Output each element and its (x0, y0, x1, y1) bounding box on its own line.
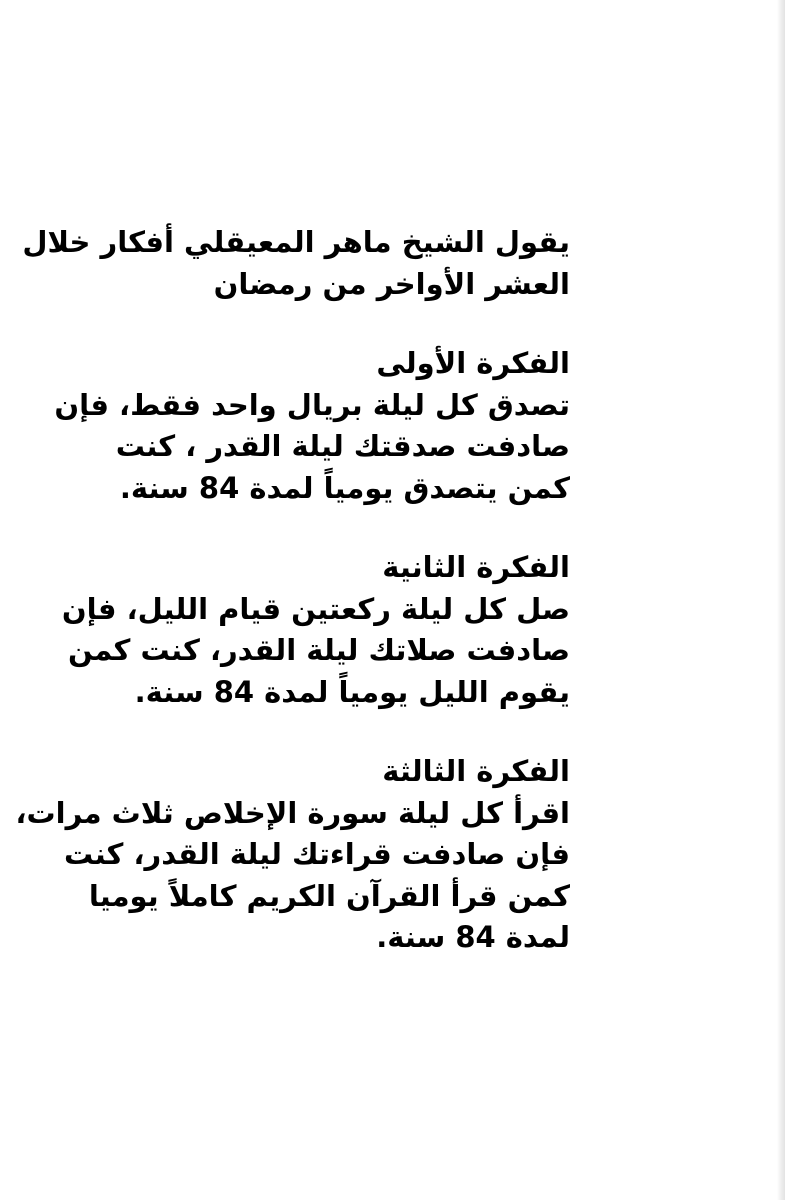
spacer (90, 509, 570, 547)
intro-line-2: العشر الأواخر من رمضان (213, 266, 570, 301)
intro-line-1: يقول الشيخ ماهر المعيقلي أفكار خلال (22, 225, 570, 259)
idea-3-heading: الفكرة الثالثة (382, 754, 570, 788)
idea-1-line-3: كمن يتصدق يومياً لمدة 84 سنة. (119, 470, 570, 505)
idea-2-heading: الفكرة الثانية (382, 550, 570, 584)
idea-1-line-1: تصدق كل ليلة بريال واحد فقط، فإن (54, 387, 570, 422)
spacer (90, 305, 570, 343)
idea-1-heading: الفكرة الأولى (376, 346, 570, 380)
idea-3-line-2: فإن صادفت قراءتك ليلة القدر، كنت (64, 837, 570, 871)
idea-2-line-1: صل كل ليلة ركعتين قيام الليل، فإن (61, 591, 570, 626)
idea-3-line-4: لمدة 84 سنة. (376, 920, 570, 954)
idea-3-line-1: اقرأ كل ليلة سورة الإخلاص ثلاث مرات، (15, 795, 570, 830)
idea-3-line-3: كمن قرأ القرآن الكريم كاملاً يوميا (88, 878, 570, 913)
article-text (15, 222, 570, 959)
idea-1-line-2: صادفت صدقتك ليلة القدر ، كنت (115, 429, 570, 463)
idea-2-line-3: يقوم الليل يومياً لمدة 84 سنة. (134, 674, 570, 709)
idea-2-line-2: صادفت صلاتك ليلة القدر، كنت كمن (67, 633, 570, 667)
spacer (90, 713, 570, 751)
page-edge-shadow (777, 0, 785, 1200)
